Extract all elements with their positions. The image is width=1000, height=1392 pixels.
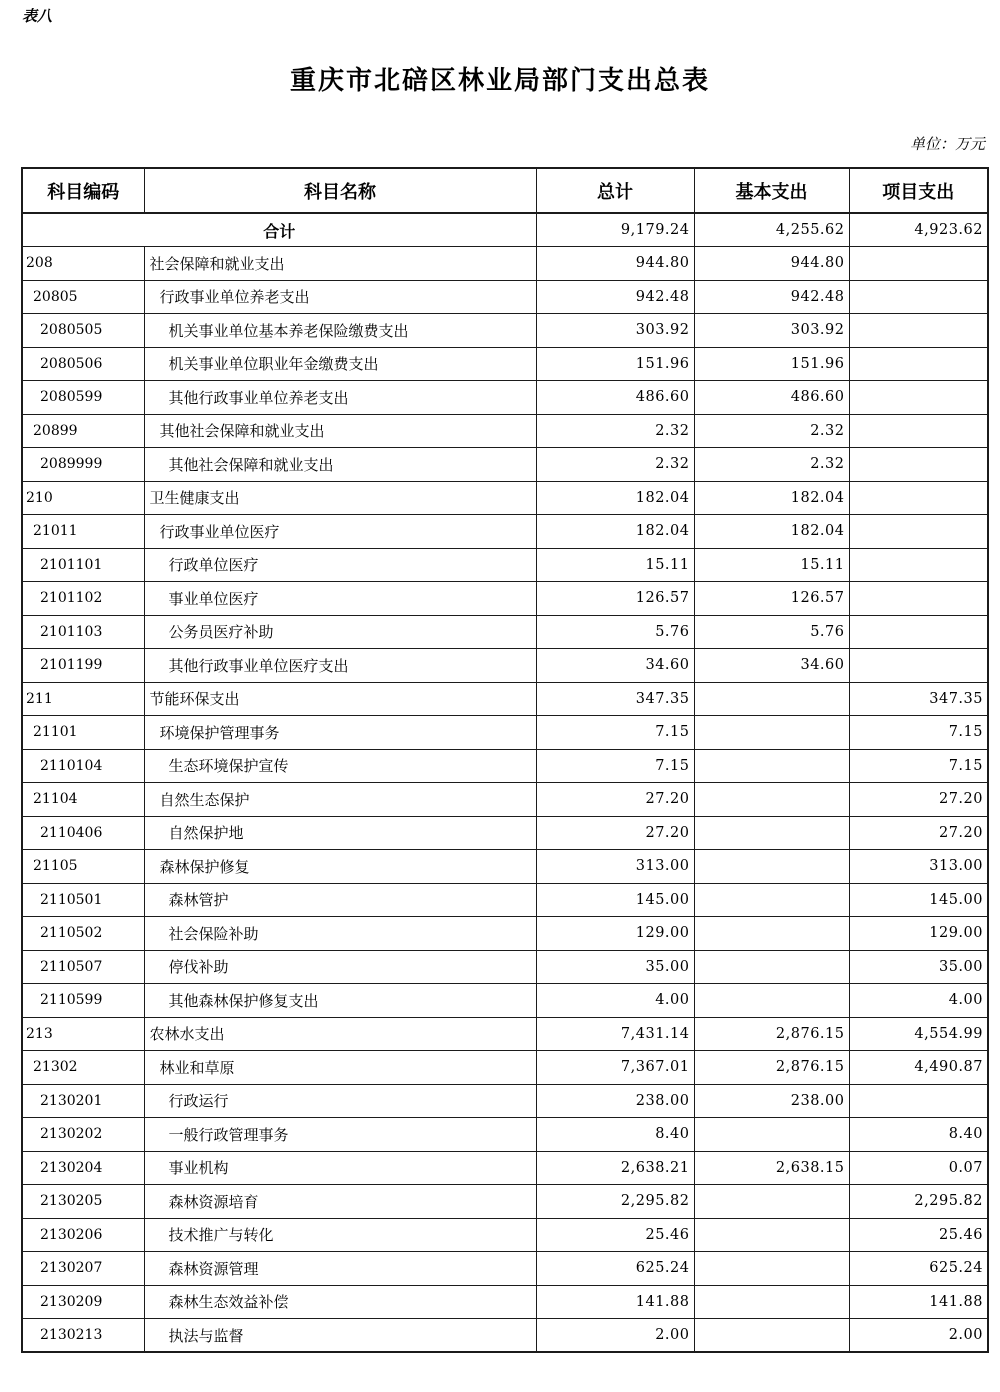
total-cell: 126.57	[536, 582, 694, 616]
total-cell: 25.46	[536, 1218, 694, 1252]
table-row	[22, 1151, 988, 1185]
basic-expenditure-cell: 182.04	[694, 515, 849, 549]
basic-expenditure-cell: 4,255.62	[694, 213, 849, 247]
table-row	[22, 749, 988, 783]
table-row	[22, 917, 988, 951]
basic-expenditure-cell: 486.60	[694, 381, 849, 415]
subject-code-cell: 2101199	[22, 649, 144, 683]
basic-expenditure-cell: 5.76	[694, 615, 849, 649]
project-expenditure-cell: 2.00	[849, 1319, 988, 1353]
subject-code-cell: 2110104	[22, 749, 144, 783]
total-cell: 15.11	[536, 548, 694, 582]
total-cell: 2,295.82	[536, 1185, 694, 1219]
table-row	[22, 950, 988, 984]
subject-name-cell: 停伐补助	[144, 950, 536, 984]
total-cell: 141.88	[536, 1285, 694, 1319]
basic-expenditure-cell	[694, 1218, 849, 1252]
subject-code-cell: 2130201	[22, 1084, 144, 1118]
basic-expenditure-cell	[694, 883, 849, 917]
basic-expenditure-cell: 2,638.15	[694, 1151, 849, 1185]
project-expenditure-cell	[849, 280, 988, 314]
basic-expenditure-cell: 2,876.15	[694, 1017, 849, 1051]
table-row	[22, 1285, 988, 1319]
subject-name-cell: 环境保护管理事务	[144, 716, 536, 750]
table-row	[22, 1252, 988, 1286]
total-cell: 5.76	[536, 615, 694, 649]
project-expenditure-cell	[849, 381, 988, 415]
table-row	[22, 481, 988, 515]
table-row	[22, 1051, 988, 1085]
subject-code-cell: 2101102	[22, 582, 144, 616]
subject-name-cell: 公务员医疗补助	[144, 615, 536, 649]
subject-code-cell: 2089999	[22, 448, 144, 482]
expenditure-table	[21, 167, 989, 1353]
total-cell: 4.00	[536, 984, 694, 1018]
table-header-row	[22, 168, 988, 213]
basic-expenditure-cell: 182.04	[694, 481, 849, 515]
subject-name-cell: 社会保险补助	[144, 917, 536, 951]
basic-expenditure-cell	[694, 950, 849, 984]
basic-expenditure-cell	[694, 1252, 849, 1286]
total-cell: 942.48	[536, 280, 694, 314]
subject-code-cell: 211	[22, 682, 144, 716]
project-expenditure-cell	[849, 314, 988, 348]
grand-total-row	[22, 213, 988, 247]
col-header-subject-code: 科目编码	[22, 168, 144, 213]
total-cell: 7.15	[536, 716, 694, 750]
basic-expenditure-cell: 2.32	[694, 448, 849, 482]
subject-name-cell: 其他森林保护修复支出	[144, 984, 536, 1018]
table-row	[22, 548, 988, 582]
sheet-number-label: 表八	[22, 7, 53, 25]
subject-code-cell: 20805	[22, 280, 144, 314]
total-cell: 27.20	[536, 783, 694, 817]
total-cell: 7,367.01	[536, 1051, 694, 1085]
total-cell: 2.32	[536, 448, 694, 482]
subject-code-cell: 2080505	[22, 314, 144, 348]
subject-code-cell: 2130205	[22, 1185, 144, 1219]
subject-code-cell: 2130202	[22, 1118, 144, 1152]
table-row	[22, 883, 988, 917]
basic-expenditure-cell	[694, 749, 849, 783]
basic-expenditure-cell	[694, 1319, 849, 1353]
table-row	[22, 850, 988, 884]
subject-code-cell: 2101101	[22, 548, 144, 582]
subject-name-cell: 行政运行	[144, 1084, 536, 1118]
project-expenditure-cell: 35.00	[849, 950, 988, 984]
total-cell: 8.40	[536, 1118, 694, 1152]
col-header-basic-expenditure: 基本支出	[694, 168, 849, 213]
subject-code-cell: 2110501	[22, 883, 144, 917]
subject-name-cell: 行政事业单位养老支出	[144, 280, 536, 314]
project-expenditure-cell: 2,295.82	[849, 1185, 988, 1219]
subject-code-cell: 2101103	[22, 615, 144, 649]
project-expenditure-cell: 145.00	[849, 883, 988, 917]
project-expenditure-cell: 7.15	[849, 749, 988, 783]
total-cell: 151.96	[536, 347, 694, 381]
total-cell: 7,431.14	[536, 1017, 694, 1051]
project-expenditure-cell	[849, 247, 988, 281]
subject-code-cell: 2110507	[22, 950, 144, 984]
project-expenditure-cell: 27.20	[849, 783, 988, 817]
table-row	[22, 682, 988, 716]
subject-name-cell: 森林生态效益补偿	[144, 1285, 536, 1319]
total-cell: 145.00	[536, 883, 694, 917]
table-row	[22, 314, 988, 348]
subject-name-cell: 节能环保支出	[144, 682, 536, 716]
subject-name-cell: 森林资源管理	[144, 1252, 536, 1286]
project-expenditure-cell: 129.00	[849, 917, 988, 951]
total-cell: 2,638.21	[536, 1151, 694, 1185]
basic-expenditure-cell	[694, 816, 849, 850]
basic-expenditure-cell	[694, 682, 849, 716]
subject-code-cell: 21302	[22, 1051, 144, 1085]
basic-expenditure-cell: 2.32	[694, 414, 849, 448]
subject-code-cell: 2130206	[22, 1218, 144, 1252]
subject-name-cell: 卫生健康支出	[144, 481, 536, 515]
subject-code-cell: 2080506	[22, 347, 144, 381]
table-row	[22, 515, 988, 549]
table-row	[22, 1118, 988, 1152]
basic-expenditure-cell: 303.92	[694, 314, 849, 348]
total-cell: 35.00	[536, 950, 694, 984]
project-expenditure-cell: 4.00	[849, 984, 988, 1018]
table-row	[22, 381, 988, 415]
project-expenditure-cell: 347.35	[849, 682, 988, 716]
subject-name-cell: 森林管护	[144, 883, 536, 917]
project-expenditure-cell: 4,490.87	[849, 1051, 988, 1085]
subject-code-cell: 208	[22, 247, 144, 281]
table-row	[22, 649, 988, 683]
total-cell: 129.00	[536, 917, 694, 951]
subject-name-cell: 行政事业单位医疗	[144, 515, 536, 549]
subject-code-cell: 2110599	[22, 984, 144, 1018]
col-header-total: 总计	[536, 168, 694, 213]
table-row	[22, 783, 988, 817]
table-row	[22, 984, 988, 1018]
subject-name-cell: 技术推广与转化	[144, 1218, 536, 1252]
basic-expenditure-cell: 151.96	[694, 347, 849, 381]
subject-code-cell: 213	[22, 1017, 144, 1051]
project-expenditure-cell	[849, 649, 988, 683]
total-cell: 944.80	[536, 247, 694, 281]
total-cell: 625.24	[536, 1252, 694, 1286]
basic-expenditure-cell: 944.80	[694, 247, 849, 281]
project-expenditure-cell	[849, 448, 988, 482]
project-expenditure-cell	[849, 582, 988, 616]
table-row	[22, 816, 988, 850]
basic-expenditure-cell: 2,876.15	[694, 1051, 849, 1085]
subject-code-cell: 2130213	[22, 1319, 144, 1353]
table-row	[22, 1218, 988, 1252]
total-cell: 2.00	[536, 1319, 694, 1353]
basic-expenditure-cell: 238.00	[694, 1084, 849, 1118]
total-cell: 7.15	[536, 749, 694, 783]
subject-name-cell: 一般行政管理事务	[144, 1118, 536, 1152]
project-expenditure-cell: 313.00	[849, 850, 988, 884]
basic-expenditure-cell: 942.48	[694, 280, 849, 314]
subject-code-cell: 20899	[22, 414, 144, 448]
subject-code-cell: 21101	[22, 716, 144, 750]
table-row	[22, 347, 988, 381]
total-cell: 347.35	[536, 682, 694, 716]
total-cell: 486.60	[536, 381, 694, 415]
total-cell: 27.20	[536, 816, 694, 850]
subject-name-cell: 行政单位医疗	[144, 548, 536, 582]
subject-name-cell: 其他行政事业单位养老支出	[144, 381, 536, 415]
unit-label: 单位：万元	[909, 135, 985, 153]
subject-name-cell: 其他社会保障和就业支出	[144, 414, 536, 448]
subject-code-cell: 2110502	[22, 917, 144, 951]
table-row	[22, 1319, 988, 1353]
table-row	[22, 280, 988, 314]
subject-code-cell: 21104	[22, 783, 144, 817]
subject-code-cell: 2110406	[22, 816, 144, 850]
project-expenditure-cell	[849, 481, 988, 515]
subject-code-cell: 2130207	[22, 1252, 144, 1286]
total-cell: 9,179.24	[536, 213, 694, 247]
total-cell: 34.60	[536, 649, 694, 683]
basic-expenditure-cell	[694, 1118, 849, 1152]
project-expenditure-cell: 27.20	[849, 816, 988, 850]
table-row	[22, 247, 988, 281]
col-header-subject-name: 科目名称	[144, 168, 536, 213]
subject-name-cell: 其他行政事业单位医疗支出	[144, 649, 536, 683]
subject-name-cell: 森林资源培育	[144, 1185, 536, 1219]
basic-expenditure-cell	[694, 1185, 849, 1219]
basic-expenditure-cell	[694, 1285, 849, 1319]
project-expenditure-cell: 8.40	[849, 1118, 988, 1152]
subject-name-cell: 林业和草原	[144, 1051, 536, 1085]
basic-expenditure-cell	[694, 850, 849, 884]
project-expenditure-cell: 4,923.62	[849, 213, 988, 247]
subject-name-cell: 事业单位医疗	[144, 582, 536, 616]
project-expenditure-cell	[849, 1084, 988, 1118]
project-expenditure-cell: 4,554.99	[849, 1017, 988, 1051]
total-cell: 182.04	[536, 481, 694, 515]
project-expenditure-cell	[849, 414, 988, 448]
project-expenditure-cell	[849, 548, 988, 582]
subject-name-cell: 其他社会保障和就业支出	[144, 448, 536, 482]
subject-code-cell: 2130204	[22, 1151, 144, 1185]
subject-name-cell: 事业机构	[144, 1151, 536, 1185]
grand-total-label-cell: 合计	[22, 213, 536, 247]
project-expenditure-cell: 25.46	[849, 1218, 988, 1252]
col-header-project-expenditure: 项目支出	[849, 168, 988, 213]
project-expenditure-cell	[849, 615, 988, 649]
subject-name-cell: 生态环境保护宣传	[144, 749, 536, 783]
project-expenditure-cell: 625.24	[849, 1252, 988, 1286]
basic-expenditure-cell: 126.57	[694, 582, 849, 616]
subject-name-cell: 自然保护地	[144, 816, 536, 850]
subject-code-cell: 2130209	[22, 1285, 144, 1319]
project-expenditure-cell: 141.88	[849, 1285, 988, 1319]
project-expenditure-cell	[849, 515, 988, 549]
basic-expenditure-cell	[694, 984, 849, 1018]
subject-code-cell: 21105	[22, 850, 144, 884]
total-cell: 238.00	[536, 1084, 694, 1118]
basic-expenditure-cell	[694, 716, 849, 750]
subject-name-cell: 机关事业单位职业年金缴费支出	[144, 347, 536, 381]
total-cell: 303.92	[536, 314, 694, 348]
subject-name-cell: 农林水支出	[144, 1017, 536, 1051]
table-row	[22, 582, 988, 616]
subject-code-cell: 210	[22, 481, 144, 515]
total-cell: 313.00	[536, 850, 694, 884]
subject-code-cell: 21011	[22, 515, 144, 549]
project-expenditure-cell: 0.07	[849, 1151, 988, 1185]
table-row	[22, 1017, 988, 1051]
subject-code-cell: 2080599	[22, 381, 144, 415]
table-row	[22, 414, 988, 448]
subject-name-cell: 执法与监督	[144, 1319, 536, 1353]
basic-expenditure-cell	[694, 917, 849, 951]
table-row	[22, 448, 988, 482]
table-row	[22, 615, 988, 649]
total-cell: 182.04	[536, 515, 694, 549]
subject-name-cell: 社会保障和就业支出	[144, 247, 536, 281]
table-row	[22, 716, 988, 750]
table-row	[22, 1084, 988, 1118]
basic-expenditure-cell: 15.11	[694, 548, 849, 582]
subject-name-cell: 自然生态保护	[144, 783, 536, 817]
table-body	[22, 213, 988, 1352]
basic-expenditure-cell	[694, 783, 849, 817]
table-row	[22, 1185, 988, 1219]
basic-expenditure-cell: 34.60	[694, 649, 849, 683]
total-cell: 2.32	[536, 414, 694, 448]
subject-name-cell: 森林保护修复	[144, 850, 536, 884]
project-expenditure-cell: 7.15	[849, 716, 988, 750]
page-title: 重庆市北碚区林业局部门支出总表	[289, 66, 710, 96]
project-expenditure-cell	[849, 347, 988, 381]
subject-name-cell: 机关事业单位基本养老保险缴费支出	[144, 314, 536, 348]
